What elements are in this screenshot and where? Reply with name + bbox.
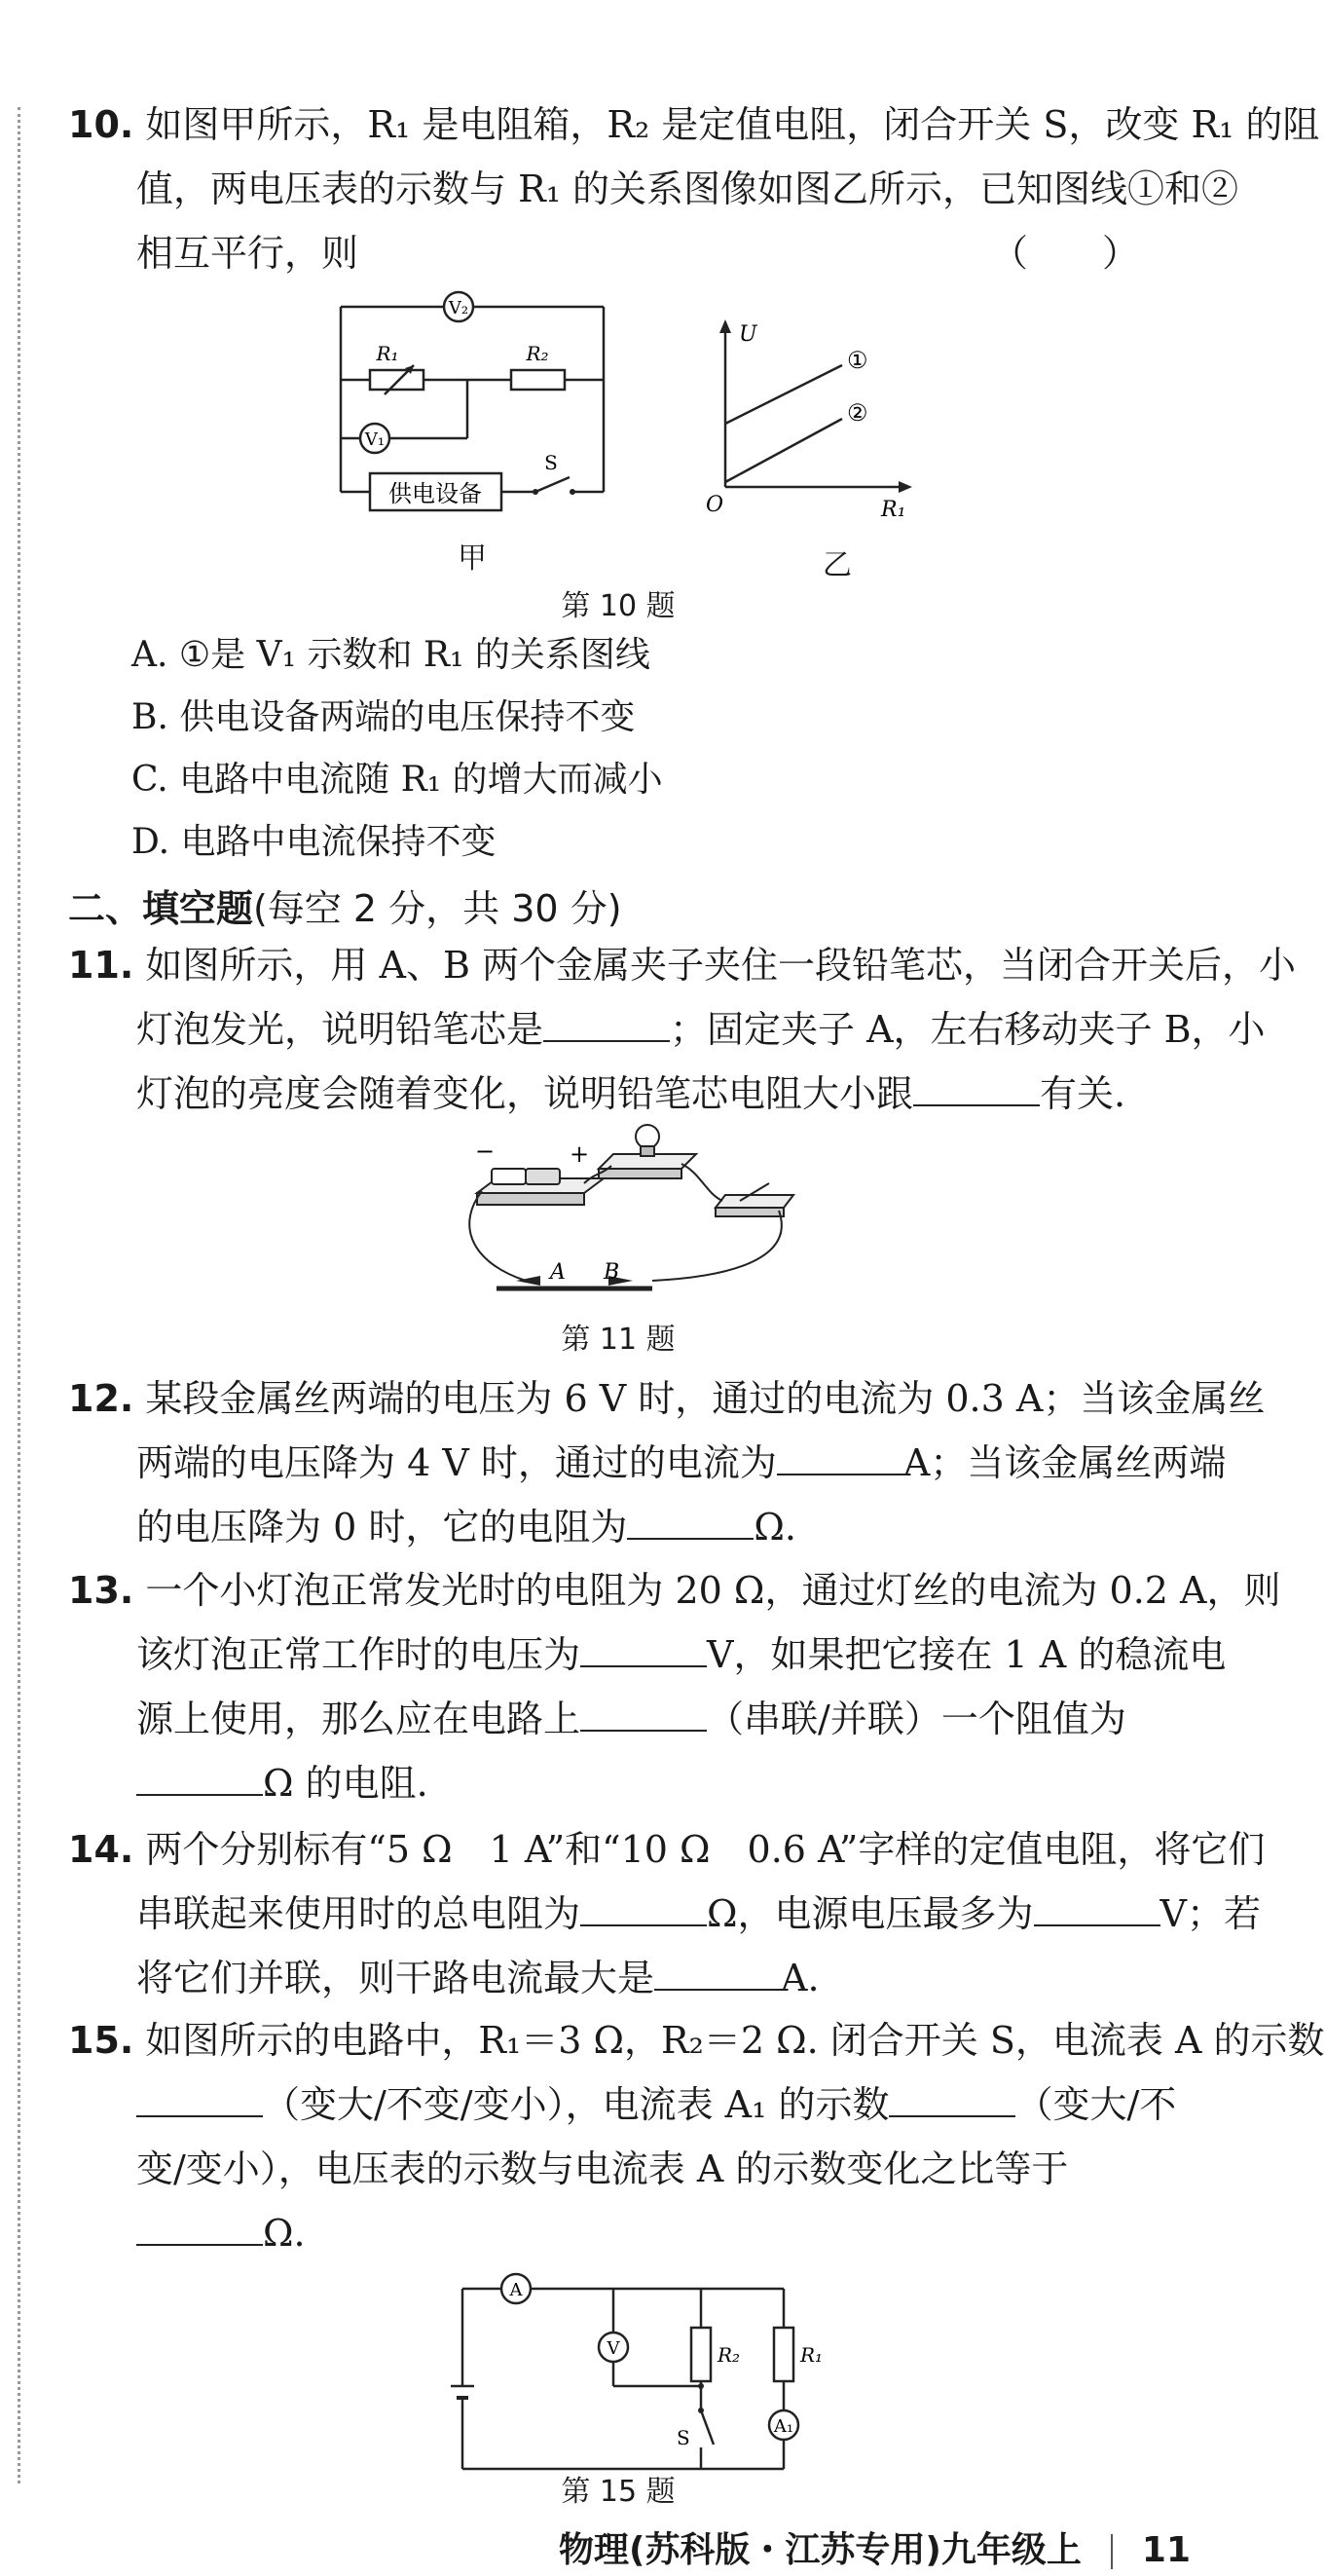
- resistor-r1-label: R₁: [376, 342, 399, 365]
- answer-blank[interactable]: [1034, 1891, 1160, 1926]
- origin-label: O: [706, 493, 724, 517]
- question-11: [68, 933, 1296, 1126]
- question-text: 串联起来使用时的总电阻为: [136, 1892, 581, 1935]
- question-text: 如图所示的电路中，R₁＝3 Ω，R₂＝2 Ω. 闭合开关 S，电流表 A 的示数: [145, 2019, 1325, 2062]
- figure-caption: 第 10 题: [561, 589, 676, 623]
- question-number: 15.: [68, 2019, 134, 2062]
- q11-pencil-lead-circuit: [458, 1115, 808, 1315]
- question-number: 10.: [68, 103, 134, 146]
- clip-b-label: B: [604, 1260, 620, 1285]
- question-text: ；固定夹子 A，左右移动夹子 B，小: [670, 1008, 1266, 1051]
- clip-a-label: A: [550, 1260, 566, 1285]
- answer-blank[interactable]: [543, 1007, 670, 1042]
- answer-blank[interactable]: [627, 1505, 754, 1540]
- option-c[interactable]: C. 电路中电流随 R₁ 的增大而减小: [131, 760, 663, 800]
- question-text: Ω 的电阻.: [263, 1762, 428, 1805]
- q10-voltage-graph: [696, 312, 920, 536]
- question-text: A；当该金属丝两端: [902, 1441, 1227, 1484]
- page-number: 11: [1141, 2530, 1191, 2570]
- question-text: 值，两电压表的示数与 R₁ 的关系图像如图乙所示，已知图线①和②: [136, 168, 1239, 210]
- graph-line-2-label: ②: [847, 399, 868, 427]
- question-14: [68, 1817, 1266, 2010]
- figure-caption: 第 11 题: [561, 1323, 676, 1357]
- figure-label-yi: 乙: [823, 548, 852, 582]
- page-footer: [559, 2522, 1191, 2572]
- battery-minus-label: −: [475, 1138, 496, 1165]
- axis-u-label: U: [739, 322, 757, 347]
- voltmeter-label: V: [607, 2338, 620, 2359]
- answer-blank[interactable]: [654, 1956, 781, 1991]
- answer-blank[interactable]: [889, 2082, 1015, 2117]
- question-number: 13.: [68, 1569, 134, 1612]
- question-12: [68, 1366, 1266, 1559]
- option-a[interactable]: A. ①是 V₁ 示数和 R₁ 的关系图线: [131, 635, 650, 675]
- graph-line-1-label: ①: [847, 347, 868, 374]
- question-number: 11.: [68, 944, 134, 987]
- resistor-r2-label: R₂: [526, 342, 549, 365]
- question-text: Ω，电源电压最多为: [707, 1892, 1034, 1935]
- question-text: （变大/不: [1015, 2083, 1177, 2126]
- question-text: Ω.: [263, 2212, 306, 2255]
- answer-blank[interactable]: [136, 1761, 263, 1796]
- answer-blank[interactable]: [136, 2082, 263, 2117]
- q10-circuit-diagram: [331, 282, 623, 536]
- section-heading: [68, 878, 622, 932]
- answer-blank[interactable]: [913, 1071, 1040, 1106]
- axis-r1-label: R₁: [881, 498, 906, 522]
- voltmeter-v2-label: V₂: [448, 298, 469, 318]
- footer-divider: [1111, 2534, 1113, 2569]
- switch-label: S: [677, 2426, 690, 2449]
- question-text: Ω.: [754, 1506, 796, 1549]
- battery-plus-label: +: [570, 1140, 590, 1168]
- option-d[interactable]: D. 电路中电流保持不变: [131, 822, 497, 862]
- question-text: 有关.: [1040, 1072, 1126, 1115]
- question-text: 一个小灯泡正常发光时的电阻为 20 Ω，通过灯丝的电流为 0.2 A，则: [145, 1569, 1281, 1612]
- ammeter-a1-label: A₁: [773, 2416, 794, 2437]
- answer-blank[interactable]: [136, 2211, 263, 2246]
- answer-blank[interactable]: [580, 1891, 707, 1926]
- question-text: 将它们并联，则干路电流最大是: [136, 1957, 655, 1999]
- section-scoring-note: (每空 2 分，共 30 分): [253, 887, 622, 930]
- answer-blank[interactable]: [580, 1632, 707, 1667]
- question-text: V；若: [1159, 1892, 1261, 1935]
- question-text: （串联/并联）一个阻值为: [707, 1698, 1126, 1740]
- resistor-r2-label: R₂: [718, 2343, 741, 2367]
- question-text: （变大/不变/变小），电流表 A₁ 的示数: [263, 2083, 890, 2126]
- question-number: 12.: [68, 1377, 134, 1420]
- question-text: 两端的电压降为 4 V 时，通过的电流为: [136, 1441, 777, 1484]
- question-text: 变/变小），电压表的示数与电流表 A 的示数变化之比等于: [136, 2147, 1069, 2190]
- answer-parentheses[interactable]: （ ）: [990, 232, 1139, 275]
- figure-label-jia: 甲: [458, 541, 487, 576]
- book-title: 物理(苏科版・江苏专用)九年级上: [558, 2530, 1082, 2570]
- switch-label: S: [544, 451, 558, 474]
- option-b[interactable]: B. 供电设备两端的电压保持不变: [131, 697, 636, 737]
- voltmeter-v1-label: V₁: [364, 429, 386, 450]
- answer-blank[interactable]: [580, 1697, 707, 1732]
- question-text: 相互平行，则: [136, 232, 359, 275]
- section-title: 二、填空题: [68, 887, 254, 930]
- q15-circuit-diagram: [443, 2264, 832, 2479]
- question-text: V，如果把它接在 1 A 的稳流电: [707, 1633, 1227, 1676]
- question-text: 某段金属丝两端的电压为 6 V 时，通过的电流为 0.3 A；当该金属丝: [145, 1377, 1266, 1420]
- question-text: A.: [781, 1957, 820, 1999]
- question-number: 14.: [68, 1828, 134, 1871]
- resistor-r1-label: R₁: [800, 2343, 824, 2367]
- question-10: [68, 93, 1320, 285]
- answer-blank[interactable]: [777, 1440, 903, 1475]
- question-13: [68, 1558, 1281, 1815]
- question-text: 该灯泡正常工作时的电压为: [136, 1633, 581, 1676]
- question-text: 如图所示，用 A、B 两个金属夹子夹住一段铅笔芯，当闭合开关后，小: [145, 944, 1296, 987]
- question-text: 源上使用，那么应在电路上: [136, 1698, 581, 1740]
- question-text: 如图甲所示，R₁ 是电阻箱，R₂ 是定值电阻，闭合开关 S，改变 R₁ 的阻: [145, 103, 1320, 146]
- question-text: 灯泡发光，说明铅笔芯是: [136, 1008, 544, 1051]
- ammeter-a-label: A: [509, 2280, 523, 2300]
- power-supply-label: 供电设备: [388, 480, 482, 507]
- question-text: 灯泡的亮度会随着变化，说明铅笔芯电阻大小跟: [136, 1072, 914, 1115]
- question-15: [68, 2008, 1325, 2265]
- question-text: 两个分别标有“5 Ω 1 A”和“10 Ω 0.6 A”字样的定值电阻，将它们: [145, 1828, 1266, 1871]
- figure-caption: 第 15 题: [561, 2475, 676, 2509]
- question-text: 的电压降为 0 时，它的电阻为: [136, 1506, 628, 1549]
